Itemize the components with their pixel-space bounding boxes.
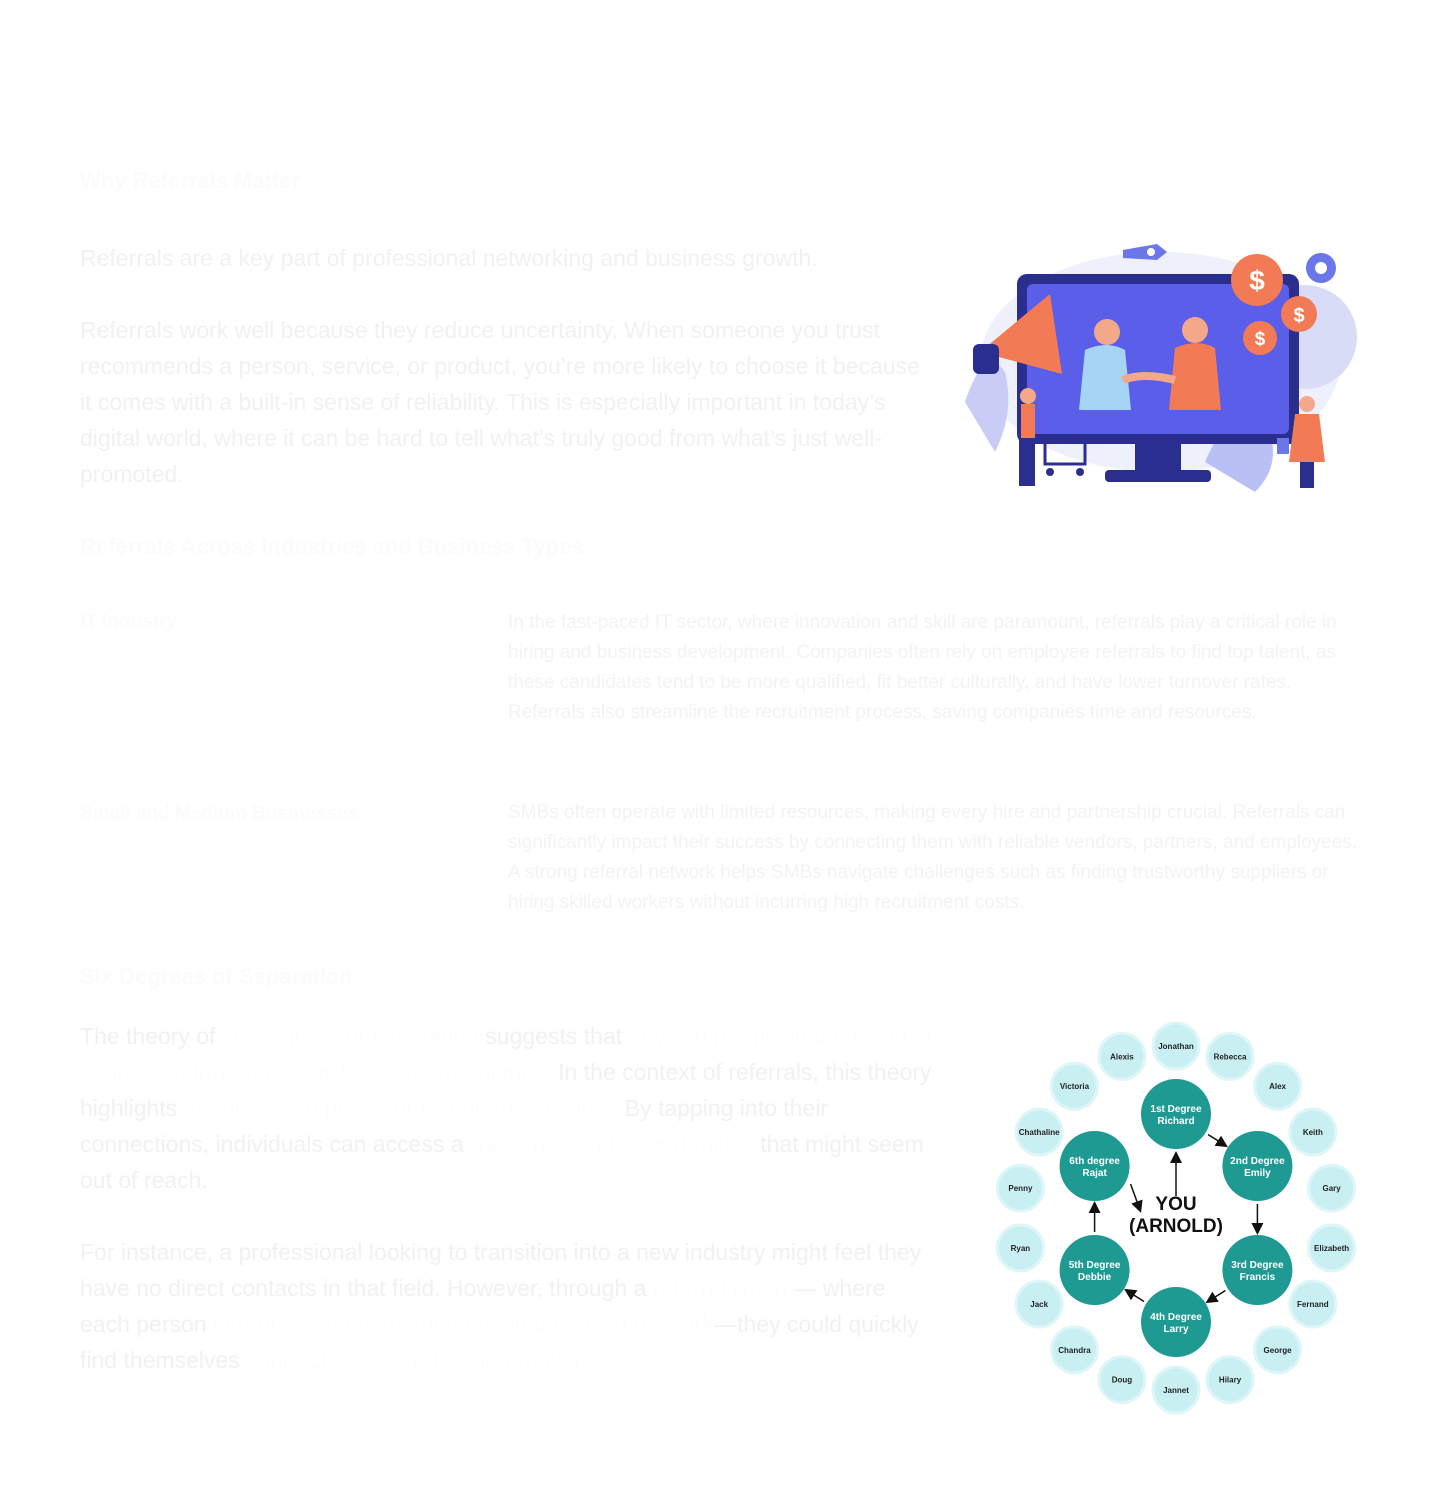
name-bubble: [1099, 1033, 1145, 1079]
name-bubble-label: Keith: [1302, 1128, 1323, 1137]
connection-arrow: [1127, 1290, 1144, 1301]
degree-node-label: 6th degree: [1069, 1156, 1120, 1167]
name-bubble: [1309, 1165, 1355, 1211]
section-heading-industries: Referrals Across Industries and Business Types: [80, 534, 584, 559]
name-bubble-label: Victoria: [1059, 1082, 1090, 1092]
name-bubble: [1099, 1357, 1145, 1403]
degree-node-name: Francis: [1239, 1272, 1276, 1283]
highlight-run: the untapped power of extended networks.: [183, 1095, 619, 1121]
name-bubble: [1153, 1367, 1199, 1413]
six-degrees-paragraph-2: [80, 1234, 940, 1378]
name-bubble: [997, 1165, 1043, 1211]
degree-node: [1060, 1131, 1130, 1201]
highlight-run: introduces them to someone in their own network: [212, 1311, 715, 1337]
name-bubble-label: Elizabeth: [1314, 1243, 1350, 1253]
name-bubble: [1290, 1109, 1336, 1155]
text-run: —they could quickly find themselves: [80, 1311, 919, 1373]
section-heading-why-referrals: Why Referrals Matter: [80, 168, 301, 193]
degree-node-label: 3rd Degree: [1231, 1260, 1284, 1271]
degree-node-label: 2nd Degree: [1230, 1156, 1285, 1167]
highlight-run: wider range of opportunities: [469, 1131, 754, 1157]
industry-label-it: IT Industry: [80, 611, 178, 632]
degree-node: [1141, 1287, 1211, 1357]
name-bubble-label: Fernand: [1297, 1300, 1329, 1309]
name-bubble: [1051, 1327, 1097, 1373]
name-bubble-label: Penny: [1008, 1184, 1033, 1194]
name-bubble-label: Jack: [1030, 1300, 1049, 1309]
text-run: In the context of referrals, this theory highlights: [80, 1059, 932, 1121]
diagram-center-arnold: (ARNOLD): [1129, 1216, 1223, 1237]
highlight-run: connected to key decision-makers.: [246, 1347, 601, 1373]
name-bubble: [1255, 1327, 1301, 1373]
name-bubble: [1016, 1281, 1062, 1327]
degree-node-name: Richard: [1157, 1116, 1195, 1127]
connection-arrow: [1208, 1290, 1225, 1301]
name-bubble-label: Jannet: [1163, 1386, 1189, 1395]
industry-label-smb: Small and Medium Businesses: [80, 803, 358, 824]
referral-illustration: [955, 232, 1360, 494]
name-bubble: [1290, 1281, 1336, 1327]
text-run: By tapping into their connections, individuals can access a: [80, 1095, 829, 1157]
name-bubble: [1309, 1225, 1355, 1271]
text-run: The theory of: [80, 1023, 222, 1049]
connection-arrow: [1131, 1184, 1140, 1210]
name-bubble-label: Ryan: [1010, 1243, 1031, 1253]
name-bubble: [1255, 1063, 1301, 1109]
connection-arrow: [1208, 1134, 1225, 1145]
six-degrees-paragraph-1: [80, 1018, 950, 1198]
referral-paragraph: Referrals work well because they reduce uncertainty. When someone you trust recommends a person, service, or product, you’re more likely to choose it because it comes with a built-in sense of reliability. This is especially important in today’s digital world, where it can be hard to tell what’s truly good from what’s just well-promoted.: [80, 317, 920, 487]
degree-node-label: 1st Degree: [1150, 1104, 1202, 1115]
degree-node: [1141, 1079, 1211, 1149]
name-bubble: [1016, 1109, 1062, 1155]
degree-node-label: 5th Degree: [1068, 1260, 1121, 1271]
name-bubble-label: Alexis: [1110, 1052, 1134, 1062]
degree-node-name: Debbie: [1077, 1272, 1112, 1283]
name-bubble: [1051, 1063, 1097, 1109]
highlight-run: six degrees of separation: [221, 1023, 479, 1049]
name-bubble: [1207, 1033, 1253, 1079]
six-degrees-diagram: [990, 1018, 1362, 1418]
name-bubble-label: Chandra: [1058, 1345, 1091, 1355]
name-bubble: [1153, 1023, 1199, 1069]
text-run: suggests that: [478, 1023, 629, 1049]
name-bubble-label: Doug: [1111, 1375, 1133, 1385]
text-run: that might seem out of reach.: [80, 1131, 924, 1193]
name-bubble-label: Rebecca: [1213, 1052, 1247, 1062]
svg-text:$: $: [1249, 265, 1265, 296]
name-bubble: [1207, 1357, 1253, 1403]
industry-text-it: In the fast-paced IT sector, where innovation and skill are paramount, referrals play a critical role in hiring and business development. Companies often rely on employee referrals to find top talent, as these candidates tend to be more qualified, fit better culturally, and have lower turnover rates. Referrals also streamline the recruitment process, saving companies time and resources.: [508, 612, 1337, 723]
degree-node-name: Larry: [1163, 1324, 1189, 1335]
name-bubble-label: Alex: [1269, 1082, 1287, 1092]
highlight-run: referral chain: [652, 1275, 788, 1301]
name-bubble-label: Gary: [1322, 1184, 1341, 1194]
name-bubble: [997, 1225, 1043, 1271]
intro-text: Referrals are a key part of professional networking and business growth.: [80, 245, 818, 271]
name-bubble-label: Jonathan: [1158, 1042, 1194, 1051]
text-run: — where each person: [80, 1275, 886, 1337]
diagram-center-you: YOU: [1155, 1194, 1197, 1215]
name-bubble-label: George: [1263, 1345, 1292, 1355]
text-run: For instance, a professional looking to transition into a new industry might feel they have no direct contacts in that field. However, through a: [80, 1239, 922, 1301]
svg-text:$: $: [1254, 329, 1266, 350]
degree-node: [1222, 1131, 1292, 1201]
name-bubble-label: Chathaline: [1018, 1128, 1060, 1137]
industry-text-smb: SMBs often operate with limited resources, making every hire and partnership crucial. Referrals can significantly impact their success by connecting them with reliable vendors, partners, and employees. A strong referral network helps SMBs navigate challenges such as finding trustworthy suppliers or hiring skilled workers without incurring high recruitment costs.: [508, 802, 1358, 913]
highlight-run: any two people in the world are connected through six or fewer intermediaries.: [80, 1023, 947, 1085]
name-bubble-label: Hilary: [1218, 1375, 1242, 1385]
degree-node-name: Rajat: [1082, 1168, 1107, 1179]
degree-node: [1222, 1235, 1292, 1305]
svg-text:$: $: [1293, 305, 1305, 327]
section-heading-six-degrees: Six Degrees of Separation: [80, 964, 353, 989]
degree-node: [1060, 1235, 1130, 1305]
degree-node-label: 4th Degree: [1150, 1312, 1202, 1323]
degree-node-name: Emily: [1244, 1168, 1271, 1179]
